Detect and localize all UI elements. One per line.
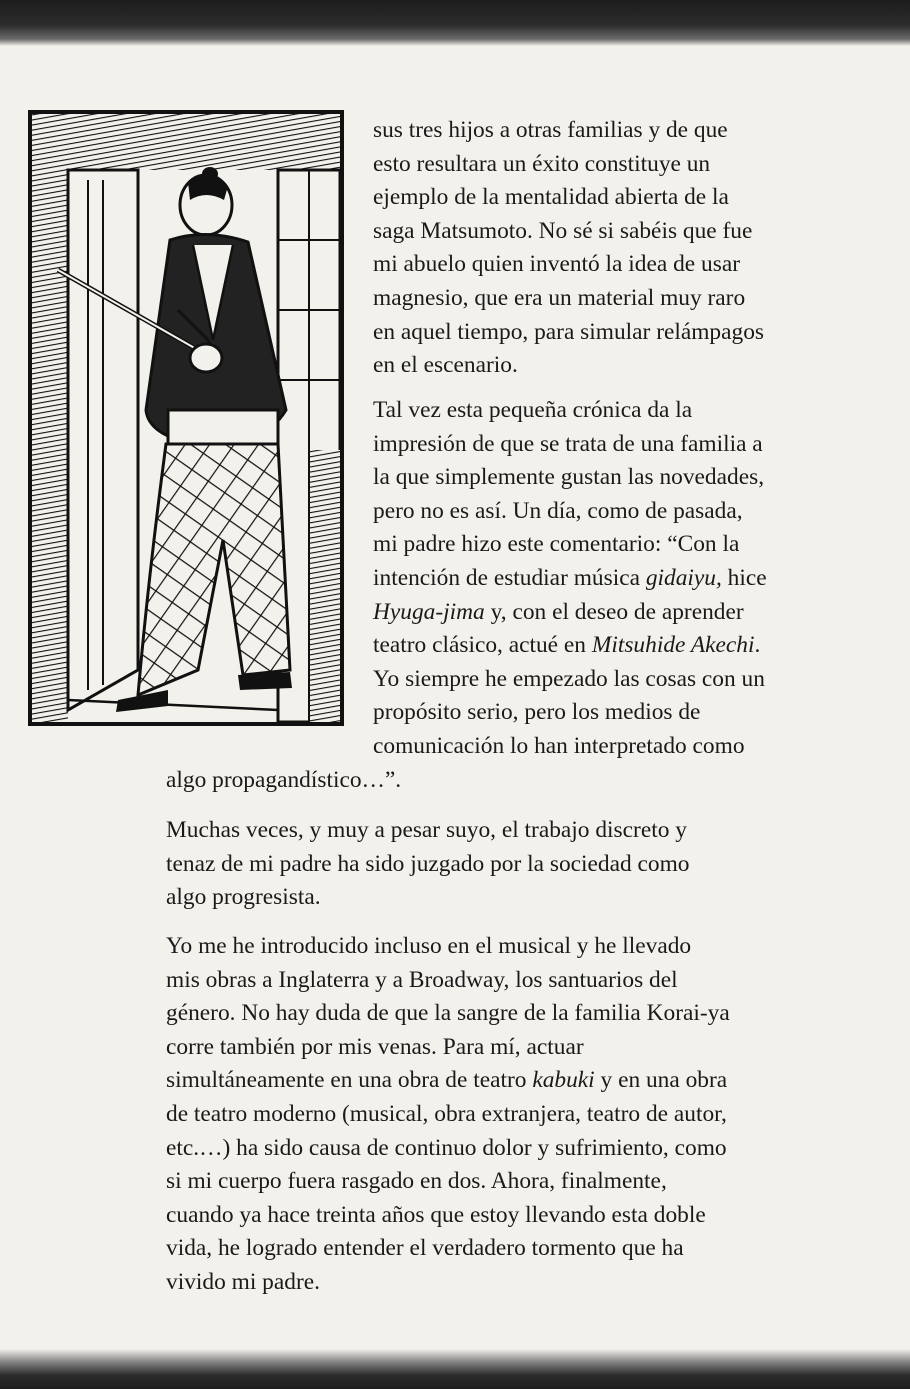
text-line: ejemplo de la mentalidad abierta de la [373, 184, 729, 211]
italic-term: Hyuga-jima [373, 598, 485, 625]
text-line: en el escenario. [373, 352, 518, 379]
text-line: si mi cuerpo fuera rasgado en dos. Ahora, finalmente, [166, 1168, 667, 1195]
text-line: Muchas veces, y muy a pesar suyo, el trabajo discreto y [166, 817, 687, 843]
text-line: género. No hay duda de que la sangre de la familia Korai-ya [166, 1000, 730, 1027]
text-line: propósito serio, pero los medios de [373, 699, 701, 726]
paragraph-3 [166, 814, 866, 915]
text-line: pero no es así. Un día, como de pasada, [373, 497, 743, 524]
text-line: Yo siempre he empezado las cosas con un [373, 665, 765, 692]
text-line [373, 596, 863, 630]
paragraph-2 [373, 394, 863, 764]
samurai-illustration [28, 110, 344, 726]
text-line: saga Matsumoto. No sé si sabéis que fue [373, 217, 753, 244]
text-line [166, 1064, 866, 1098]
paragraph-1 [373, 114, 863, 383]
text-line: cuando ya hace treinta años que estoy llevando esta doble [166, 1201, 706, 1228]
text-line: mi padre hizo este comentario: “Con la [373, 531, 740, 558]
page-top-edge [0, 0, 910, 46]
text-line: Yo me he introducido incluso en el musical y he llevado [166, 933, 692, 959]
text-line: en aquel tiempo, para simular relámpagos [373, 318, 765, 345]
text-run: intención de estudiar música [373, 564, 646, 591]
text-line: Tal vez esta pequeña crónica da la [373, 397, 693, 423]
italic-term: gidaiyu, [645, 564, 722, 591]
text-run: y en una obra [594, 1067, 728, 1094]
italic-term: kabuki [532, 1067, 595, 1094]
text-line: comunicación lo han interpretado como [373, 732, 745, 759]
text-run: . [754, 632, 761, 659]
text-line [373, 562, 863, 596]
paragraph-2-end [166, 764, 866, 798]
text-line: algo progresista. [166, 884, 321, 911]
text-line: tenaz de mi padre ha sido juzgado por la sociedad como [166, 850, 690, 877]
text-line: mi abuelo quien inventó la idea de usar [373, 251, 740, 278]
text-line: impresión de que se trata de una familia a [373, 430, 763, 457]
text-line: mis obras a Inglaterra y a Broadway, los santuarios del [166, 966, 678, 993]
text-run: simultáneamente en una obra de teatro [166, 1067, 533, 1094]
text-line: vida, he logrado entender el verdadero tormento que ha [166, 1235, 684, 1262]
text-line: de teatro moderno (musical, obra extranjera, teatro de autor, [166, 1100, 727, 1127]
page-bottom-edge [0, 1349, 910, 1389]
text-run: y, con el deseo de aprender [484, 598, 744, 625]
italic-term: Mitsuhide Akechi [591, 632, 755, 659]
text-run: hice [721, 564, 767, 591]
text-line [373, 629, 863, 663]
text-line: sus tres hijos a otras familias y de que [373, 117, 728, 143]
text-line: etc.…) ha sido causa de continuo dolor y sufrimiento, como [166, 1134, 727, 1161]
text-line: la que simplemente gustan las novedades, [373, 464, 765, 491]
text-line: algo propagandístico…”. [166, 767, 402, 793]
text-run: teatro clásico, actué en [373, 632, 592, 659]
text-line: esto resultara un éxito constituye un [373, 150, 711, 177]
text-line: vivido mi padre. [166, 1268, 320, 1295]
text-line: corre también por mis venas. Para mí, actuar [166, 1033, 584, 1060]
text-line: magnesio, que era un material muy raro [373, 284, 746, 311]
paragraph-4 [166, 930, 866, 1300]
